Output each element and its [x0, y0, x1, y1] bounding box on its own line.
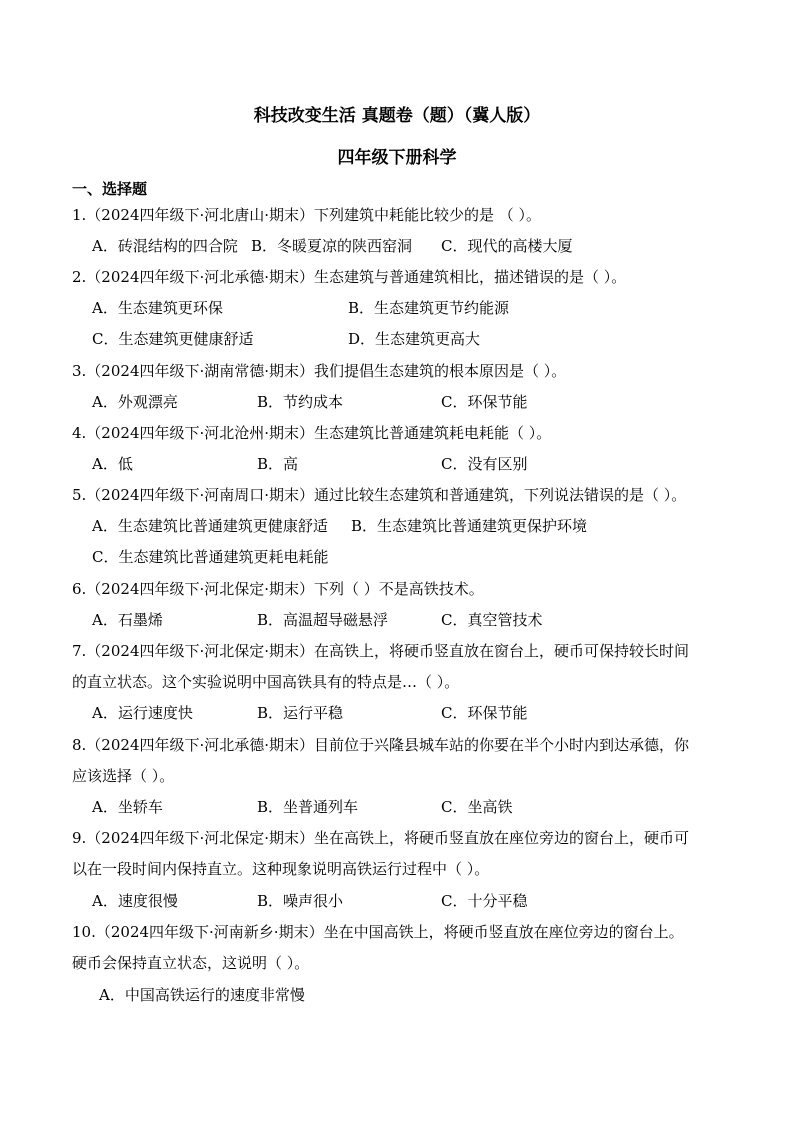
- question-1-option-b: B．冬暖夏凉的陕西窑洞: [251, 237, 413, 255]
- question-10-option-a: A．中国高铁运行的速度非常慢: [99, 986, 305, 1004]
- question-7-option-c: C．环保节能: [441, 704, 528, 722]
- question-2-option-a: A．生态建筑更环保: [92, 299, 223, 317]
- question-8-option-a: A．坐轿车: [92, 798, 163, 816]
- question-4-option-a: A．低: [92, 455, 133, 473]
- question-8-stem-line-2: 应该选择（ ）。: [72, 767, 175, 785]
- question-4-option-b: B．高: [257, 455, 299, 473]
- question-9-option-a: A．速度很慢: [92, 892, 178, 910]
- question-7-option-a: A．运行速度快: [92, 704, 193, 722]
- question-9-option-b: B．噪声很小: [257, 892, 344, 910]
- question-5-option-b: B．生态建筑比普通建筑更保护环境: [351, 517, 588, 535]
- question-2-option-d: D．生态建筑更高大: [348, 330, 481, 348]
- question-9-stem-line-1: 9.（2024四年级下·河北保定·期末）坐在高铁上，将硬币竖直放在座位旁边的窗台上，硬币可: [72, 829, 690, 847]
- question-5-stem: 5.（2024四年级下·河南周口·期末）通过比较生态建筑和普通建筑，下列说法错误的是（ ）。: [72, 486, 687, 504]
- question-4-stem: 4.（2024四年级下·河北沧州·期末）生态建筑比普通建筑耗电耗能（ ）。: [72, 424, 552, 442]
- question-3-option-c: C．环保节能: [441, 393, 528, 411]
- question-3-option-b: B．节约成本: [257, 393, 344, 411]
- question-7-stem-line-2: 的直立状态。这个实验说明中国高铁具有的特点是…（ ）。: [72, 673, 460, 691]
- question-1-option-c: C．现代的高楼大厦: [441, 237, 573, 255]
- question-2-option-b: B．生态建筑更节约能源: [348, 299, 510, 317]
- question-6-option-a: A．石墨烯: [92, 611, 163, 629]
- question-6-option-b: B．高温超导磁悬浮: [257, 611, 389, 629]
- question-1-stem: 1.（2024四年级下·河北唐山·期末）下列建筑中耗能比较少的是 （ ）。: [72, 206, 542, 224]
- question-8-option-c: C．坐高铁: [441, 798, 513, 816]
- question-7-stem-line-1: 7.（2024四年级下·河北保定·期末）在高铁上，将硬币竖直放在窗台上，硬币可保持较长时间: [72, 642, 690, 660]
- question-3-stem: 3.（2024四年级下·湖南常德·期末）我们提倡生态建筑的根本原因是（ ）。: [72, 362, 567, 380]
- question-9-option-c: C．十分平稳: [441, 892, 528, 910]
- document-title: 科技改变生活 真题卷（题）（冀人版）: [253, 106, 541, 126]
- question-5-option-a: A．生态建筑比普通建筑更健康舒适: [92, 517, 328, 535]
- section-heading: 一、选择题: [72, 180, 148, 198]
- question-10-stem-line-1: 10.（2024四年级下·河南新乡·期末）坐在中国高铁上，将硬币竖直放在座位旁边的窗台上。: [72, 923, 684, 941]
- question-2-option-c: C．生态建筑更健康舒适: [92, 330, 254, 348]
- question-7-option-b: B．运行平稳: [257, 704, 344, 722]
- question-8-option-b: B．坐普通列车: [257, 798, 359, 816]
- question-5-option-c: C．生态建筑比普通建筑更耗电耗能: [92, 548, 329, 566]
- question-9-stem-line-2: 以在一段时间内保持直立。这种现象说明高铁运行过程中（ ）。: [72, 860, 490, 878]
- question-4-option-c: C．没有区别: [441, 455, 528, 473]
- question-8-stem-line-1: 8.（2024四年级下·河北承德·期末）目前位于兴隆县城车站的你要在半个小时内到达承德，你: [72, 736, 690, 754]
- question-10-stem-line-2: 硬币会保持直立状态，这说明（ ）。: [72, 954, 310, 972]
- document-subtitle: 四年级下册科学: [337, 148, 457, 168]
- question-3-option-a: A．外观漂亮: [92, 393, 178, 411]
- question-6-stem: 6.（2024四年级下·河北保定·期末）下列（ ）不是高铁技术。: [72, 580, 484, 598]
- question-6-option-c: C．真空管技术: [441, 611, 543, 629]
- question-1-option-a: A．砖混结构的四合院: [92, 237, 238, 255]
- question-2-stem: 2.（2024四年级下·河北承德·期末）生态建筑与普通建筑相比，描述错误的是（ ）。: [72, 268, 627, 286]
